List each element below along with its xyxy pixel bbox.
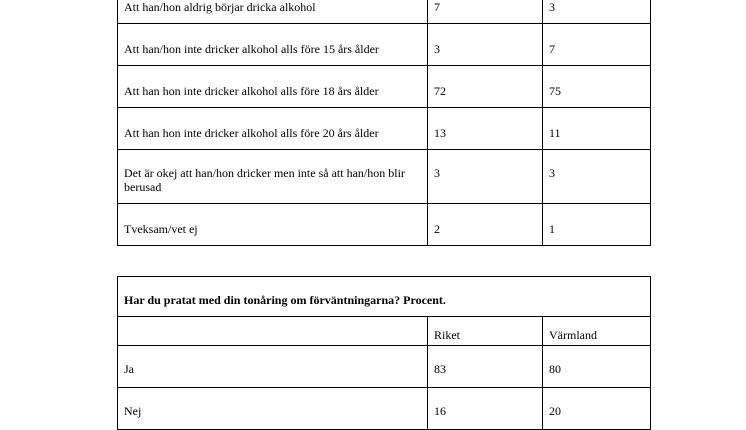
table-row <box>118 346 651 388</box>
varmland-value: 20 <box>543 388 651 430</box>
varmland-value: 75 <box>543 66 651 108</box>
row-label: Det är okej att han/hon dricker men inte så att han/hon blir berusad <box>118 150 428 204</box>
table-row <box>118 0 651 24</box>
riket-value: 16 <box>428 388 543 430</box>
row-label: Att han hon inte dricker alkohol alls före 18 års ålder <box>118 66 428 108</box>
row-label: Ja <box>118 346 428 388</box>
riket-value: 13 <box>428 108 543 150</box>
varmland-value: 80 <box>543 346 651 388</box>
riket-value: 3 <box>428 150 543 204</box>
varmland-value: 1 <box>543 204 651 246</box>
row-label: Att han/hon inte dricker alkohol alls före 15 års ålder <box>118 24 428 66</box>
varmland-value: 3 <box>543 0 651 24</box>
riket-value: 72 <box>428 66 543 108</box>
column-header-riket: Riket <box>428 317 543 346</box>
row-label: Tveksam/vet ej <box>118 204 428 246</box>
column-header-varmland: Värmland <box>543 317 651 346</box>
table-title: Har du pratat med din tonåring om förväntningarna? Procent. <box>118 277 651 317</box>
table-row <box>118 66 651 108</box>
varmland-value: 11 <box>543 108 651 150</box>
riket-value: 2 <box>428 204 543 246</box>
varmland-value: 3 <box>543 150 651 204</box>
talked-with-teen-table <box>117 276 651 430</box>
table-row <box>118 24 651 66</box>
table-row <box>118 150 651 204</box>
table-title-row <box>118 277 651 317</box>
table-row <box>118 388 651 430</box>
row-label: Att han/hon aldrig börjar dricka alkohol <box>118 0 428 24</box>
empty-header-cell <box>118 317 428 346</box>
varmland-value: 7 <box>543 24 651 66</box>
table-row <box>118 204 651 246</box>
row-label: Att han hon inte dricker alkohol alls före 20 års ålder <box>118 108 428 150</box>
expectations-table <box>117 0 651 246</box>
row-label: Nej <box>118 388 428 430</box>
riket-value: 7 <box>428 0 543 24</box>
table-header-row <box>118 317 651 346</box>
riket-value: 3 <box>428 24 543 66</box>
table-row <box>118 108 651 150</box>
riket-value: 83 <box>428 346 543 388</box>
